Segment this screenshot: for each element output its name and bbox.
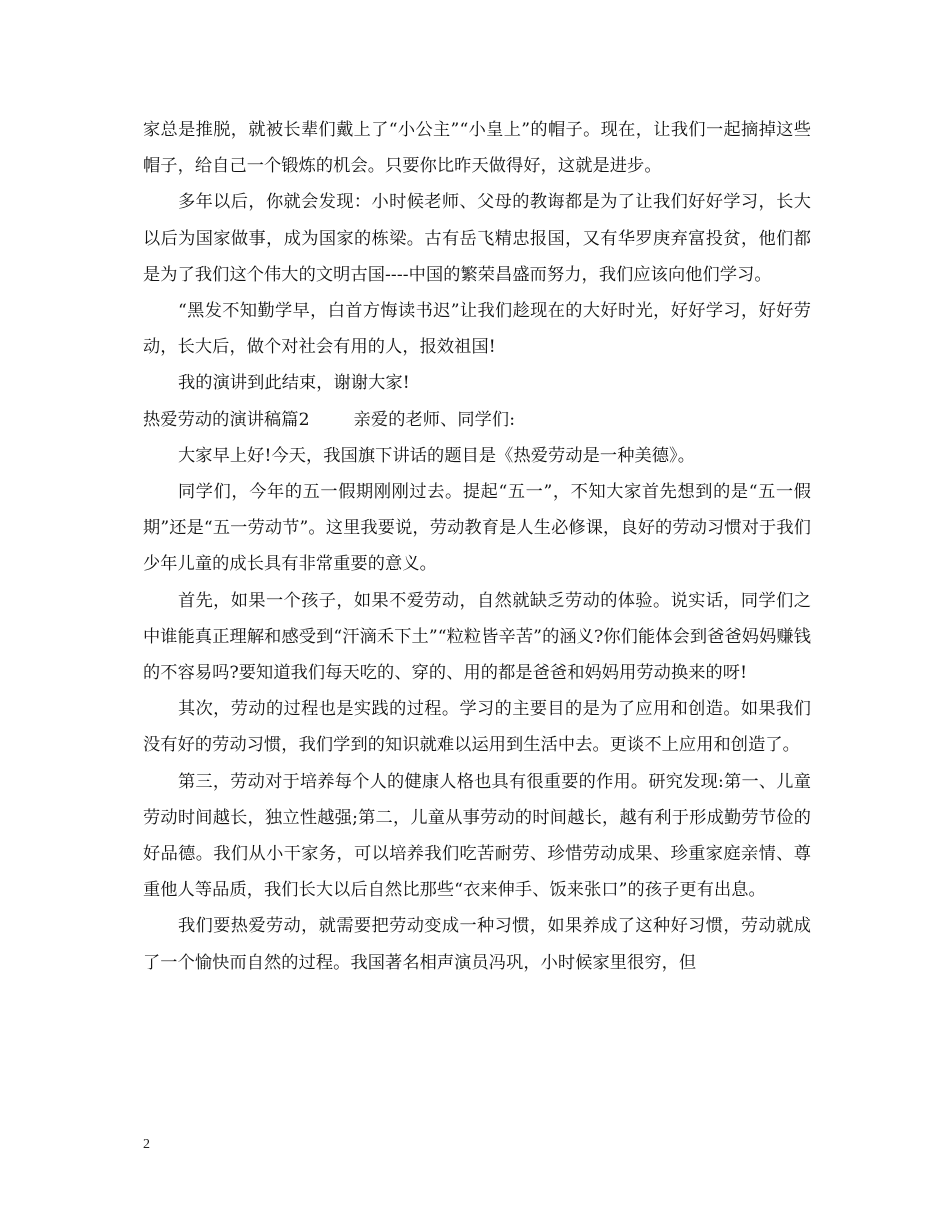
paragraph: 同学们，今年的五一假期刚刚过去。提起“五一”，不知大家首先想到的是“五一假期”还是“五一劳动节”。这里我要说，劳动教育是人生必修课，良好的劳动习惯对于我们少年儿童的成长具有非常重要的意义。 [143, 482, 811, 575]
page-number: 2 [143, 1137, 150, 1152]
section-heading-line [143, 402, 811, 438]
section-title: 热爱劳动的演讲稿篇2 [143, 409, 310, 430]
paragraph: 大家早上好!今天，我国旗下讲话的题目是《热爱劳动是一种美德》。 [178, 445, 696, 466]
paragraph: “黑发不知勤学早，白首方悔读书迟”让我们趁现在的大好时光，好好学习，好好劳动，长大后，做个对社会有用的人，报效祖国! [143, 301, 811, 358]
paragraph: 第三，劳动对于培养每个人的健康人格也具有很重要的作用。研究发现:第一、儿童劳动时间越长，独立性越强;第二，儿童从事劳动的时间越长，越有利于形成勤劳节俭的好品德。我们从小干家务，可以培养我们吃苦耐劳、珍惜劳动成果、珍重家庭亲情、尊重他人等品质，我们长大以后自然比那些“衣来伸手、饭来张口”的孩子更有出息。 [143, 771, 811, 901]
salutation: 亲爱的老师、同学们: [353, 409, 516, 430]
paragraph: 我们要热爱劳动，就需要把劳动变成一种习惯，如果养成了这种好习惯，劳动就成了一个愉快而自然的过程。我国著名相声演员冯巩，小时候家里很穷，但 [143, 916, 811, 973]
paragraph: 我的演讲到此结束，谢谢大家! [178, 373, 410, 394]
paragraph: 多年以后，你就会发现：小时候老师、父母的教诲都是为了让我们好好学习，长大以后为国家做事，成为国家的栋梁。古有岳飞精忠报国，又有华罗庚弃富投贫，他们都是为了我们这个伟大的文明古国----中国的繁荣昌盛而努力，我们应该向他们学习。 [143, 192, 811, 285]
paragraph: 其次，劳动的过程也是实践的过程。学习的主要目的是为了应用和创造。如果我们没有好的劳动习惯，我们学到的知识就难以运用到生活中去。更谈不上应用和创造了。 [143, 699, 811, 756]
paragraph: 首先，如果一个孩子，如果不爱劳动，自然就缺乏劳动的体验。说实话，同学们之中谁能真正理解和感受到“汗滴禾下土”“粒粒皆辛苦”的涵义?你们能体会到爸爸妈妈赚钱的不容易吗?要知道我们每天吃的、穿的、用的都是爸爸和妈妈用劳动换来的呀! [143, 590, 811, 684]
paragraph: 家总是推脱，就被长辈们戴上了“小公主”“小皇上”的帽子。现在，让我们一起摘掉这些帽子，给自己一个锻炼的机会。只要你比昨天做得好，这就是进步。 [143, 120, 811, 177]
document-body [143, 112, 811, 981]
